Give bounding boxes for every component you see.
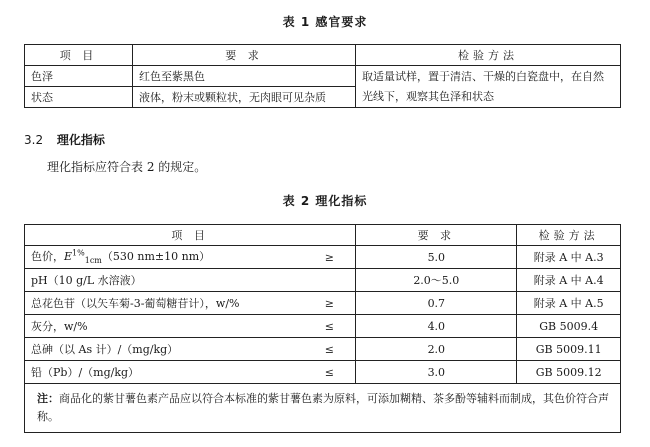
row-method: 附录 A 中 A.3 [517,246,621,269]
row-item: 总花色苷（以矢车菊-3-葡萄糖苷计），w/% [25,292,304,315]
row-requirement: 0.7 [356,292,517,315]
note-text: 商品化的紫甘薯色素产品应以符合本标准的紫甘薯色素为原料，可添加糊精、茶多酚等辅料而制成，其色价符合声称。 [37,392,609,423]
item-prefix: 色价， [31,250,64,264]
row-method: 取适量试样，置于清洁、干燥的白瓷盘中，在自然光线下，观察其色泽和状态 [356,66,621,108]
row-item: 总砷（以 As 计）/（mg/kg） [25,338,304,361]
table-note-row [25,384,621,433]
header-item: 项 目 [25,225,356,246]
row-requirement: 5.0 [356,246,517,269]
physicochemical-table [24,224,621,433]
row-method: GB 5009.11 [517,338,621,361]
row-requirement: 液体，粉末或颗粒状，无肉眼可见杂质 [133,87,356,108]
row-requirement: 红色至紫黑色 [133,66,356,87]
row-method: GB 5009.12 [517,361,621,384]
item-superscript: 1% [72,248,85,258]
section-paragraph: 理化指标应符合表 2 的规定。 [47,160,207,174]
header-item: 项 目 [25,45,133,66]
sensory-requirements-table [24,44,621,108]
table-row [25,315,621,338]
item-subscript: 1cm [84,256,102,266]
note-label: 注： [37,392,59,405]
row-method: 附录 A 中 A.5 [517,292,621,315]
table2-caption: 表 2 理化指标 [282,194,368,208]
header-requirement: 要 求 [356,225,517,246]
table-row [25,292,621,315]
row-inequality [303,269,356,292]
section-heading [24,131,105,148]
row-item: 状态 [25,87,133,108]
row-item: 色泽 [25,66,133,87]
row-requirement: 4.0 [356,315,517,338]
table-row [25,66,621,87]
section-title: 理化指标 [56,133,105,147]
item-symbol: E [64,250,73,264]
table-note [25,384,621,433]
row-inequality: ≤ [303,338,356,361]
row-inequality: ≤ [303,361,356,384]
row-requirement: 2.0 [356,338,517,361]
row-item: pH（10 g/L 水溶液） [25,269,304,292]
row-requirement: 2.0～5.0 [356,269,517,292]
section-number: 3.2 [24,133,44,147]
row-requirement: 3.0 [356,361,517,384]
header-method: 检验方法 [517,225,621,246]
table-header-row [25,225,621,246]
table-header-row [25,45,621,66]
row-inequality: ≥ [303,246,356,269]
row-inequality: ≥ [303,292,356,315]
table-row [25,246,621,269]
row-method: 附录 A 中 A.4 [517,269,621,292]
row-method: GB 5009.4 [517,315,621,338]
row-item: 铅（Pb）/（mg/kg） [25,361,304,384]
row-item: 灰分，w/% [25,315,304,338]
row-inequality: ≤ [303,315,356,338]
table-row [25,361,621,384]
header-method: 检验方法 [356,45,621,66]
item-suffix: （530 nm±10 nm） [101,250,211,264]
header-requirement: 要 求 [133,45,356,66]
table-row [25,269,621,292]
table-row [25,338,621,361]
row-item [25,246,304,269]
table1-caption: 表 1 感官要求 [282,15,368,29]
